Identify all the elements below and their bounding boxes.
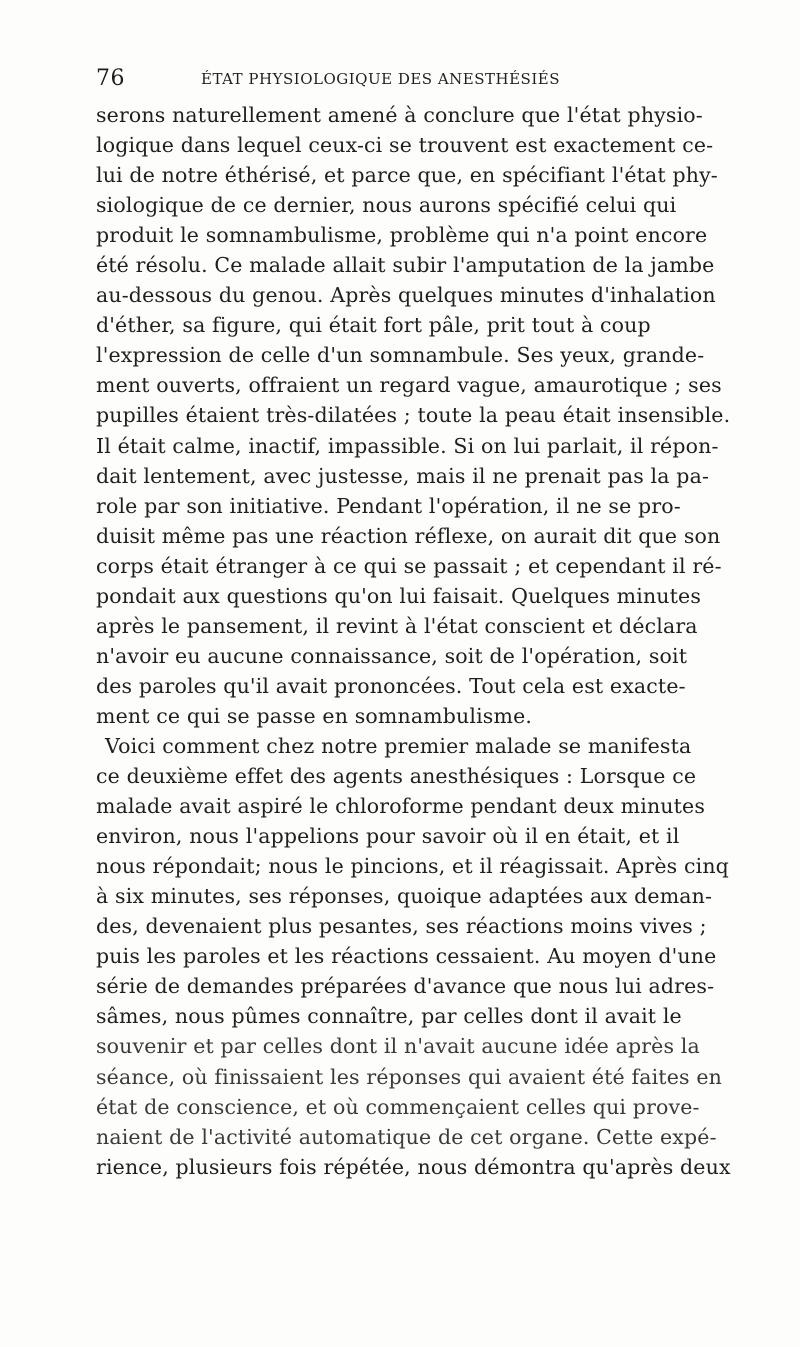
- text-line: Il était calme, inactif, impassible. Si on lui parlait, il répon-: [96, 433, 719, 458]
- page-header: [96, 62, 776, 96]
- text-line: environ, nous l'appelions pour savoir où il en était, et il: [96, 824, 680, 849]
- text-line: été résolu. Ce malade allait subir l'amputation de la jambe: [96, 253, 715, 278]
- text-line: sâmes, nous pûmes connaître, par celles dont il avait le: [96, 1004, 682, 1029]
- text-line: état de conscience, et où commençaient celles qui prove-: [96, 1094, 700, 1119]
- text-line: pondait aux questions qu'on lui faisait. Quelques minutes: [96, 583, 702, 608]
- text-line: à six minutes, ses réponses, quoique adaptées aux deman-: [96, 884, 713, 909]
- text-line: rience, plusieurs fois répétée, nous démontra qu'après deux: [96, 1154, 731, 1179]
- text-line: serons naturellement amené à conclure que l'état physio-: [96, 103, 703, 127]
- text-line: logique dans lequel ceux-ci se trouvent est exactement ce-: [96, 133, 714, 158]
- text-line: produit le somnambulisme, problème qui n'a point encore: [96, 223, 708, 248]
- text-line: dait lentement, avec justesse, mais il ne prenait pas la pa-: [96, 463, 710, 488]
- text-line: duisit même pas une réaction réflexe, on aurait dit que son: [96, 523, 721, 548]
- text-line: souvenir et par celles dont il n'avait aucune idée après la: [96, 1034, 700, 1059]
- text-line: série de demandes préparées d'avance que nous lui adres-: [96, 974, 715, 999]
- text-line: au-dessous du genou. Après quelques minutes d'inhalation: [96, 283, 716, 308]
- text-line: ment ce qui se passe en somnambulisme.: [96, 703, 533, 728]
- page-number: 76: [96, 66, 125, 91]
- text-line: malade avait aspiré le chloroforme pendant deux minutes: [96, 794, 705, 819]
- text-line: séance, où finissaient les réponses qui avaient été faites en: [96, 1064, 722, 1089]
- paragraph-start-line: Voici comment chez notre premier malade se manifesta: [105, 733, 692, 758]
- text-line: role par son initiative. Pendant l'opération, il ne se pro-: [96, 493, 681, 518]
- text-line: ce deuxième effet des agents anesthésiques : Lorsque ce: [96, 764, 697, 789]
- text-line: pupilles étaient très-dilatées ; toute la peau était insensible.: [96, 403, 731, 428]
- running-head: ÉTAT PHYSIOLOGIQUE DES ANESTHÉSIÉS: [201, 70, 560, 88]
- text-line: puis les paroles et les réactions cessaient. Au moyen d'une: [96, 944, 717, 969]
- text-line: corps était étranger à ce qui se passait ; et cependant il ré-: [96, 553, 722, 578]
- text-line: l'expression de celle d'un somnambule. Ses yeux, grande-: [96, 343, 705, 368]
- text-line: n'avoir eu aucune connaissance, soit de l'opération, soit: [96, 643, 688, 668]
- body-text: [96, 100, 796, 1182]
- text-line: naient de l'activité automatique de cet organe. Cette expé-: [96, 1124, 717, 1149]
- text-line: des paroles qu'il avait prononcées. Tout cela est exacte-: [96, 673, 686, 698]
- text-line: ment ouverts, offraient un regard vague, amaurotique ; ses: [96, 373, 722, 398]
- text-line: d'éther, sa figure, qui était fort pâle, prit tout à coup: [96, 313, 651, 338]
- text-line: siologique de ce dernier, nous aurons spécifié celui qui: [96, 193, 677, 218]
- text-line: après le pansement, il revint à l'état conscient et déclara: [96, 613, 698, 638]
- text-line: nous répondait; nous le pincions, et il réagissait. Après cinq: [96, 854, 729, 879]
- text-line: lui de notre éthérisé, et parce que, en spécifiant l'état phy-: [96, 163, 718, 188]
- text-line: des, devenaient plus pesantes, ses réactions moins vives ;: [96, 914, 707, 939]
